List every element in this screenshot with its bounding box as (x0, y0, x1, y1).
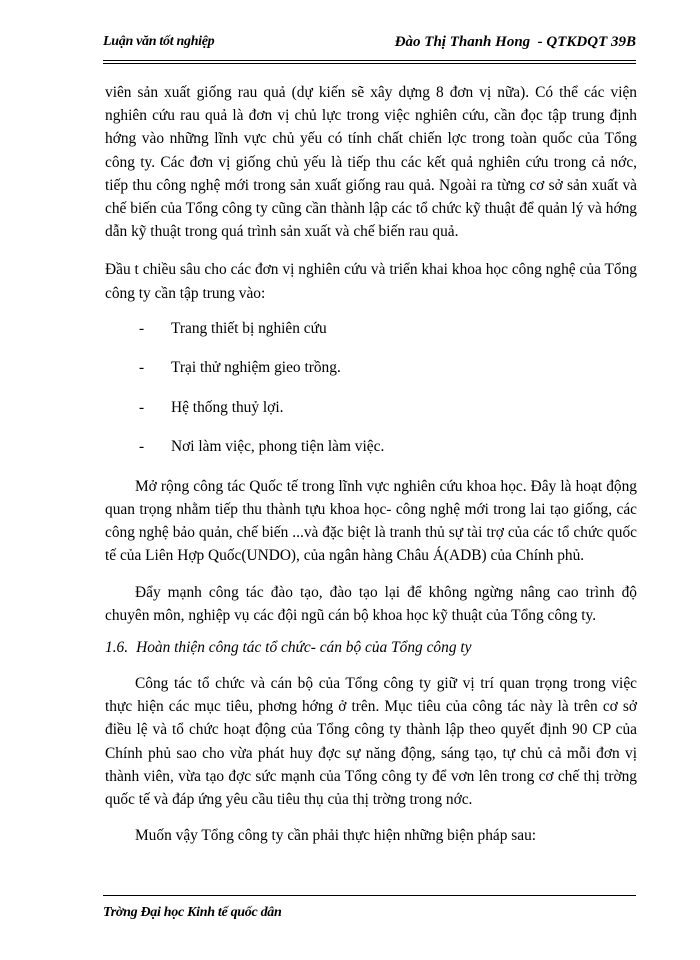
list-item (105, 356, 637, 396)
investment-list (105, 317, 637, 475)
header-divider (103, 60, 636, 64)
paragraph-1: viên sản xuất giống rau quả (dự kiến sẽ xây dựng 8 đơn vị nữa). Có thể các viện nghiên cứu rau quả là đơn vị chủ lực trong việc nghiên cứu, cần đọc tập trung định hớng vào những lĩnh vực chủ yếu có tính chất chiến lợc trong toàn quốc của Tổng công ty. Các đơn vị giống chủ yếu là tiếp thu các kết quả nghiên cứu trong cả nớc, tiếp thu công nghệ mới trong sản xuất giống rau quả. Ngoài ra từng cơ sở sản xuất và chế biến của Tổng công ty cũng cần thành lập các tổ chức kỹ thuật để quản lý và hớng dẫn kỹ thuật trong quá trình sản xuất và chế biến rau quả. (105, 84, 637, 241)
section-title: Hoàn thiện công tác tổ chức- cán bộ của Tổng công ty (136, 639, 472, 657)
header-thesis-title: Luận văn tốt nghiệp (103, 34, 215, 49)
page-footer: Trờng Đại học Kinh tế quốc dân (103, 905, 282, 920)
page-body (105, 81, 637, 847)
page-header (103, 34, 636, 56)
list-item (105, 396, 637, 436)
list-item (105, 435, 637, 475)
list-item-text: Nơi làm việc, phong tiện làm việc. (171, 438, 385, 456)
paragraph-4: Đẩy mạnh công tác đào tạo, đào tạo lại để không ngừng nâng cao trình độ chuyên môn, nghiệp vụ các đội ngũ cán bộ khoa học kỹ thuật của Tổng công ty. (105, 583, 637, 624)
bullet-dash: - (139, 438, 145, 456)
section-heading (105, 636, 637, 659)
paragraph-6: Muốn vậy Tổng công ty cần phải thực hiện những biện pháp sau: (135, 827, 537, 845)
header-author-class: Đào Thị Thanh Hong - QTKDQT 39B (394, 34, 636, 50)
bullet-dash: - (139, 359, 145, 377)
bullet-dash: - (139, 319, 145, 337)
bullet-dash: - (139, 398, 145, 416)
footer-divider (103, 895, 636, 896)
list-item (105, 317, 637, 357)
list-item-text: Hệ thống thuỷ lợi. (171, 398, 284, 416)
paragraph-2: Đầu t chiều sâu cho các đơn vị nghiên cứu và triển khai khoa học công nghệ của Tổng công ty cần tập trung vào: (105, 261, 637, 302)
paragraph-3: Mở rộng công tác Quốc tế trong lĩnh vực nghiên cứu khoa học. Đây là hoạt động quan trọng nhằm tiếp thu thành tựu khoa học- công nghệ mới trong lai tạo giống, các công nghệ bảo quản, chế biến ...và đặc biệt là tranh thủ sự tài trợ của các tổ chức quốc tế của Liên Hợp Quốc(UNDO), của ngân hàng Châu Á(ADB) của Chính phủ. (105, 477, 637, 565)
paragraph-5: Công tác tổ chức và cán bộ của Tổng công ty giữ vị trí quan trọng trong việc thực hiện các mục tiêu, phơng hớng ở trên. Mục tiêu của công tác này là trên cơ sở điều lệ và tổ chức hoạt động của Tổng công ty thành lập theo quyết định 90 CP của Chính phủ sao cho vừa phát huy đợc sự năng động, sáng tạo, tự chủ cả mỗi đơn vị thành viên, vừa tạo đợc sức mạnh của Tổng công ty để vơn lên trong cơ chế thị trờng quốc tế và đáp ứng yêu cầu tiêu thụ của thị trờng trong nớc. (105, 675, 637, 809)
list-item-text: Trang thiết bị nghiên cứu (171, 319, 327, 337)
list-item-text: Trại thử nghiệm gieo trồng. (171, 359, 341, 377)
section-number: 1.6. (105, 639, 129, 657)
